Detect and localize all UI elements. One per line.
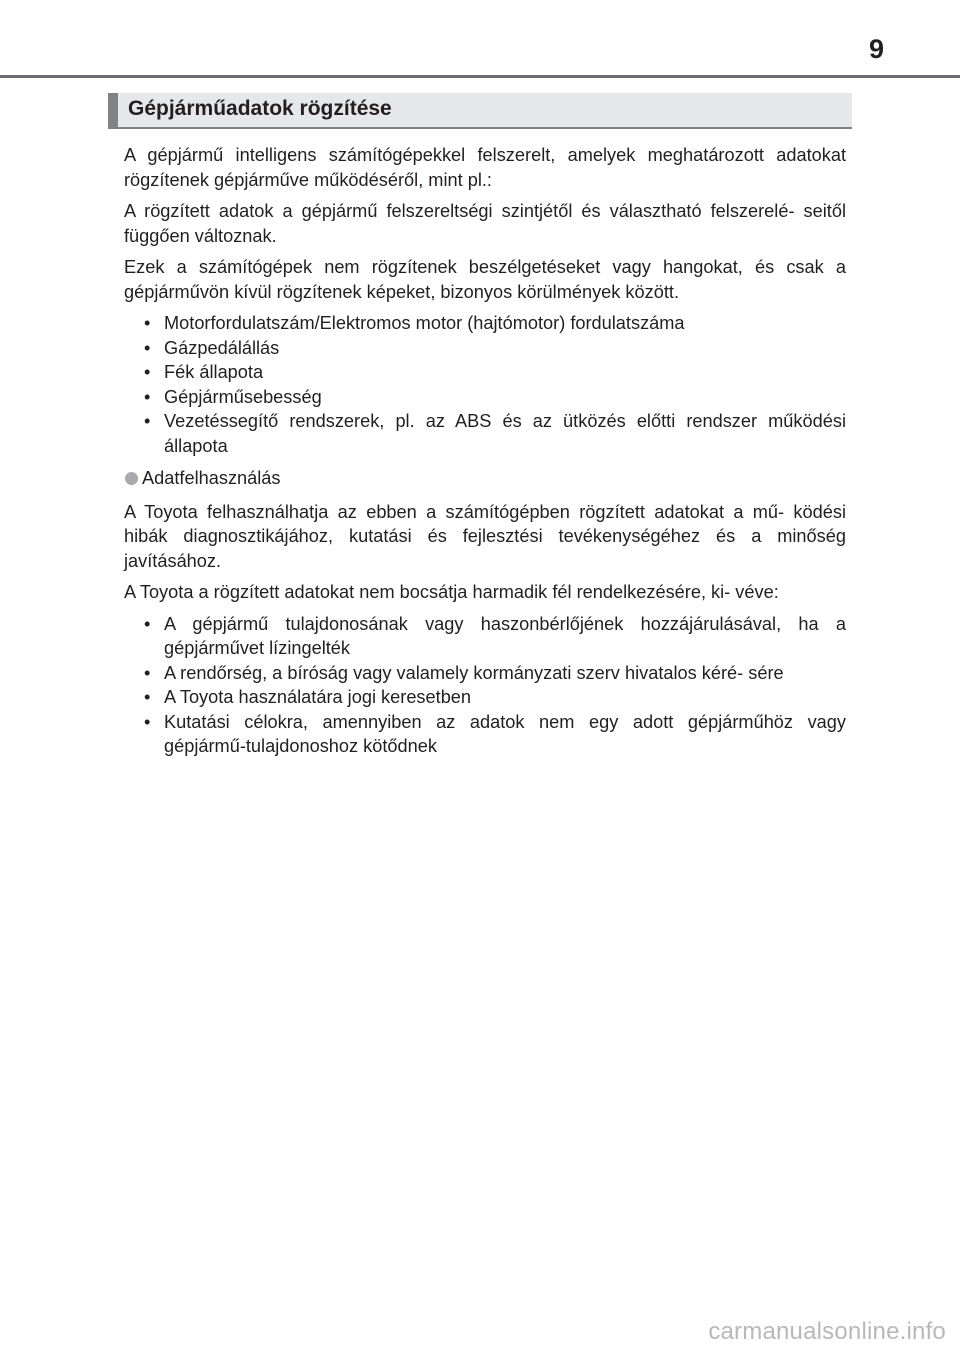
list-item: • Kutatási célokra, amennyiben az adatok nem egy adott gépjárműhöz vagy gépjármű-tulajdonoshoz kötődnek [144,711,846,756]
bullet: • [144,687,151,707]
bullet: • [144,313,151,333]
variation-paragraph: A rögzített adatok a gépjármű felszereltségi szintjétől és választható felszerelé- seitől függően változnak. [124,201,846,246]
list-item: • A rendőrség, a bíróság vagy valamely kormányzati szerv hivatalos kéré- sére [124,661,846,686]
exceptions-list [124,612,846,759]
header-divider [0,75,960,78]
bullet: • [144,662,151,683]
subsection-heading [124,466,846,491]
intro-paragraph: A gépjármű intelligens számítógépekkel felszerelt, amelyek meghatározott adatokat rögzítenek gépjárműve működéséről, mint pl.: [124,145,846,190]
section-title: Gépjárműadatok rögzítése [128,97,392,120]
section-title-banner [108,93,852,129]
page-number: 9 [868,34,884,64]
usage-paragraph: A Toyota felhasználhatja az ebben a számítógépben rögzített adatokat a mű- ködési hibák diagnosztikájához, kutatási és fejlesztési tevékenységéhez és a minőség javításához. [124,501,846,571]
bullet: • [144,613,151,634]
disclosure-paragraph: A Toyota a rögzített adatokat nem bocsátja harmadik fél rendelkezésére, ki- véve: [124,582,779,602]
list-item: • A Toyota használatára jogi keresetben [124,685,846,710]
list-item: • Gépjárműsebesség [124,385,846,410]
recording-scope-paragraph: Ezek a számítógépek nem rögzítenek beszélgetéseket vagy hangokat, és csak a gépjárművön kívül rögzítenek képeket, bizonyos körülmények között. [124,257,846,302]
bullet: • [144,362,151,382]
bullet: • [144,386,151,407]
bullet: • [144,337,151,358]
recorded-data-list [124,311,846,458]
list-item: • A gépjármű tulajdonosának vagy haszonbérlőjének hozzájárulásával, ha a gépjárművet lízingelték [144,613,846,658]
page-content [124,143,846,765]
bullet: • [144,411,151,431]
subsection-title: Adatfelhasználás [142,468,281,488]
title-accent-bar [108,93,118,127]
list-item: • Fék állapota [124,360,846,385]
circle-icon [125,472,138,485]
list-item: • Vezetéssegítő rendszerek, pl. az ABS és az ütközés előtti rendszer működési állapota [144,411,846,456]
list-item: • Motorfordulatszám/Elektromos motor (hajtómotor) fordulatszáma [124,311,846,336]
watermark-link[interactable]: carmanualsonline.info [708,1318,946,1345]
bullet: • [144,711,151,732]
list-item: • Gázpedálállás [124,336,846,361]
